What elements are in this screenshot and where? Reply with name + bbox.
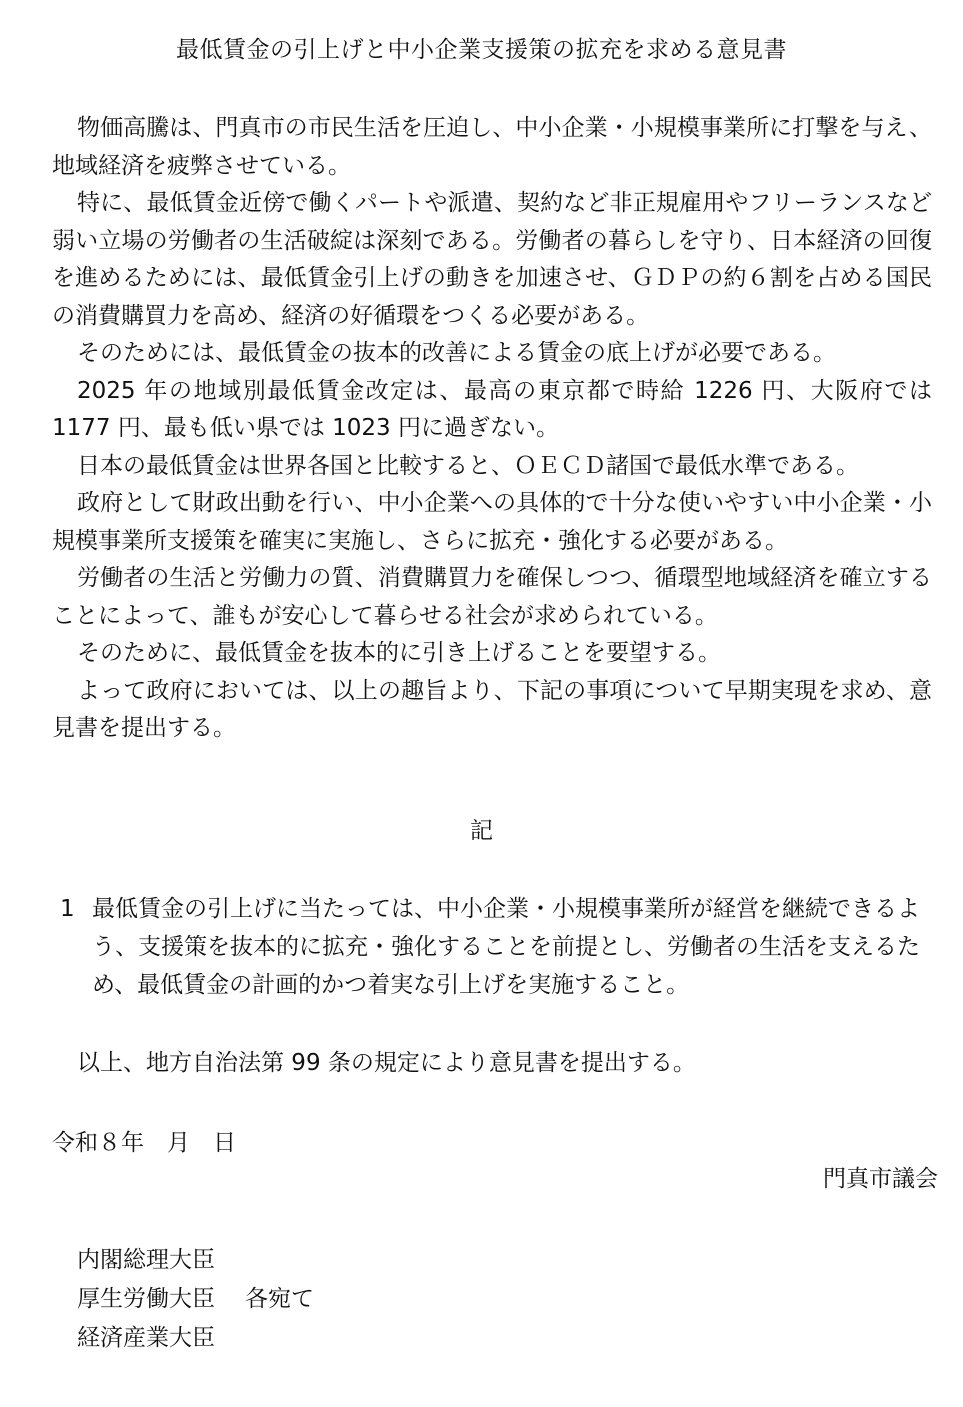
recipient-row: [77, 1241, 314, 1280]
council-name: 門真市議会: [823, 1166, 938, 1192]
paragraph: 2025 年の地域別最低賃金改定は、最高の東京都で時給 1226 円、大阪府では 1177 円、最も低い県では 1023 円に過ぎない。: [52, 377, 932, 441]
recipient-row: [77, 1319, 314, 1358]
paragraph: そのためには、最低賃金の抜本的改善による賃金の底上げが必要である。: [77, 340, 836, 366]
paragraph: 労働者の生活と労働力の質、消費購買力を確保しつつ、循環型地域経済を確立することによって、誰もが安心して暮らせる社会が求められている。: [52, 565, 932, 629]
recipients-list: [77, 1241, 314, 1358]
paragraph: そのために、最低賃金を抜本的に引き上げることを要望する。: [77, 640, 721, 666]
item-number: 1: [60, 896, 75, 922]
recipient-name: 厚生労働大臣: [77, 1286, 215, 1312]
closing-statement: 以上、地方自治法第 99 条の規定により意見書を提出する。: [77, 1050, 696, 1076]
paragraph: 物価高騰は、門真市の市民生活を圧迫し、中小企業・小規模事業所に打撃を与え、地域経済を疲弊させている。: [52, 115, 932, 179]
paragraph: 特に、最低賃金近傍で働くパートや派遣、契約など非正規雇用やフリーランスなど弱い立場の労働者の生活破綻は深刻である。労働者の暮らしを守り、日本経済の回復を進めるためには、最低賃金引上げの動きを加速させ、ＧＤＰの約６割を占める国民の消費購買力を高め、経済の好循環をつくる必要がある。: [52, 190, 933, 329]
recipient-suffix: 各宛て: [245, 1286, 314, 1312]
paragraph: よって政府においては、以上の趣旨より、下記の事項について早期実現を求め、意見書を提出する。: [52, 677, 932, 741]
recipient-name: 内閣総理大臣: [77, 1247, 215, 1273]
body-paragraphs: [52, 110, 932, 748]
document-date: 令和８年 月 日: [52, 1130, 236, 1156]
ki-heading: 記: [470, 818, 493, 844]
paragraph: 政府として財政出動を行い、中小企業への具体的で十分な使いやすい中小企業・小規模事業所支援策を確実に実施し、さらに拡充・強化する必要がある。: [52, 490, 932, 554]
recipient-row: [77, 1280, 314, 1319]
document-title: 最低賃金の引上げと中小企業支援策の拡充を求める意見書: [176, 37, 787, 63]
list-item: [56, 890, 936, 1004]
paragraph: 日本の最低賃金は世界各国と比較すると、ＯＥＣＤ諸国で最低水準である。: [77, 452, 859, 479]
recipient-name: 経済産業大臣: [77, 1325, 215, 1351]
item-text: 最低賃金の引上げに当たっては、中小企業・小規模事業所が経営を継続できるよう、支援策を抜本的に拡充・強化することを前提とし、労働者の生活を支えるため、最低賃金の計画的かつ着実な引上げを実施すること。: [92, 896, 920, 998]
